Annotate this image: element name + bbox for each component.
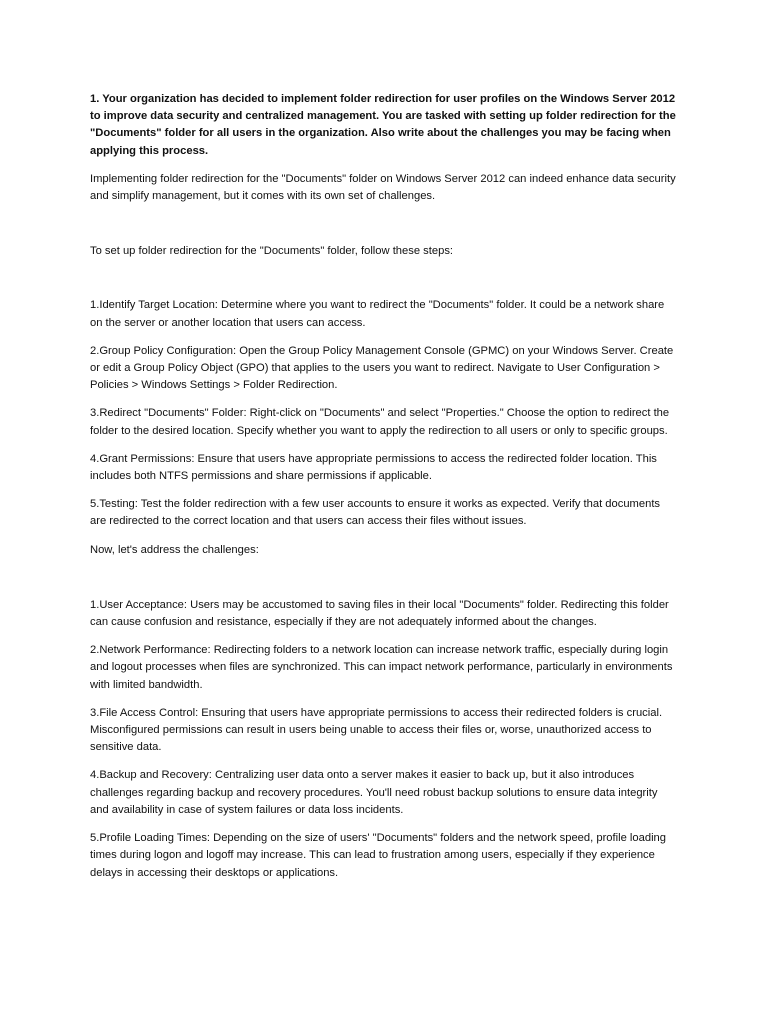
- step-item: 4.Grant Permissions: Ensure that users have appropriate permissions to access the redirected folder location. This includes both NTFS permissions and share permissions if applicable.: [90, 452, 657, 483]
- steps-heading: To set up folder redirection for the "Documents" folder, follow these steps:: [90, 245, 454, 258]
- intro-paragraph: Implementing folder redirection for the "Documents" folder on Windows Server 2012 can indeed enhance data security and simplify management, but it comes with its own set of challenges.: [90, 172, 676, 203]
- step-item: 1.Identify Target Location: Determine where you want to redirect the "Documents" folder. It could be a network share on the server or another location that users can access.: [90, 299, 665, 329]
- challenge-item: 4.Backup and Recovery: Centralizing user data onto a server makes it easier to back up, but it also introduces challenges regarding backup and recovery procedures. You'll need robust backup solutions to ensure data integrity and availability in case of system failures or data loss incidents.: [90, 769, 658, 816]
- question-text: 1. Your organization has decided to implement folder redirection for user profiles on the Windows Server 2012 to improve data security and centralized management. You are tasked with setting up folder redirection for the "Documents" folder for all users in the organization. Also write about the challenges you may be facing when applying this process.: [90, 93, 676, 157]
- challenges-list: [90, 597, 678, 882]
- challenge-item: 3.File Access Control: Ensuring that users have appropriate permissions to access their redirected folders is crucial. Misconfigured permissions can result in users being unable to access their files or, worse, unauthorized access to sensitive data.: [90, 706, 663, 754]
- steps-list: [90, 297, 678, 530]
- step-item: 2.Group Policy Configuration: Open the Group Policy Management Console (GPMC) on your Windows Server. Create or edit a Group Policy Object (GPO) that applies to the users you want to redirect. Navigate to User Configuration > Policies > Windows Settings > Folder Redirection.: [90, 344, 674, 392]
- challenge-item: 2.Network Performance: Redirecting folders to a network location can increase network traffic, especially during login and logout processes when files are synchronized. This can impact network performance, particularly in environments with limited bandwidth.: [90, 644, 673, 691]
- challenge-item: 1.User Acceptance: Users may be accustomed to saving files in their local "Documents" folder. Redirecting this folder can cause confusion and resistance, especially if they are not adequately informed about the changes.: [90, 598, 669, 629]
- step-item: 3.Redirect "Documents" Folder: Right-click on "Documents" and select "Properties." Choose the option to redirect the folder to the desired location. Specify whether you want to apply the redirection to all users or only to specific groups.: [90, 407, 670, 437]
- challenge-item: 5.Profile Loading Times: Depending on the size of users' "Documents" folders and the network speed, profile loading times during logon and logoff may increase. This can lead to frustration among users, especially if they experience delays in accessing their desktops or applications.: [90, 832, 667, 879]
- challenges-heading: Now, let's address the challenges:: [90, 543, 259, 556]
- step-item: 5.Testing: Test the folder redirection with a few user accounts to ensure it works as expected. Verify that documents are redirected to the correct location and that users can access their files without issues.: [90, 498, 661, 528]
